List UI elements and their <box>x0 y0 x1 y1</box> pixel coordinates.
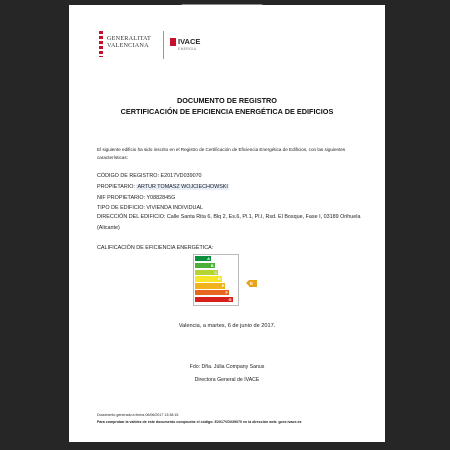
energy-bar-b <box>195 263 215 268</box>
owner-nif: NIF PROPIETARIO: Y0882845G <box>97 195 176 201</box>
energy-bar-letter: G <box>228 296 232 302</box>
energy-bar-d <box>195 276 222 281</box>
owner-field <box>97 184 367 190</box>
building-address: DIRECCIÓN DEL EDIFICIO: Calle Santa Rita 6, Blq 2, Es.6, Pl.1, Pl.I, Rsd. El Bosque, Fase I, 03189 Orihuela (Alicante) <box>97 214 361 231</box>
document-title: DOCUMENTO DE REGISTRO <box>176 96 277 105</box>
energy-scale <box>195 256 235 304</box>
owner-label: PROPIETARIO: <box>97 184 137 190</box>
logo-divider <box>163 31 164 59</box>
energy-bar-letter: C <box>214 269 218 275</box>
registration-code: CÓDIGO DE REGISTRO: E2017VD039070 <box>97 173 202 179</box>
ivace-mark-icon <box>170 38 176 46</box>
ivace-logo <box>170 35 210 57</box>
ivace-logo-text: IVACE <box>178 37 201 46</box>
senyera-icon <box>99 31 103 57</box>
ivace-logo-subtext: ENERGIA <box>178 47 197 51</box>
intro-paragraph: El siguiente edificio ha sido inscrito en el Registro de Certificación de Eficiencia Energética de Edificios, con las siguientes características: <box>97 147 346 160</box>
energy-bar-letter: D <box>217 276 221 282</box>
gva-logo-text <box>107 35 151 49</box>
generalitat-valenciana-logo <box>99 29 157 63</box>
energy-bar-letter: E <box>221 283 225 289</box>
rating-letter: E <box>250 281 254 286</box>
rating-label: CALIFICACIÓN DE EFICIENCIA ENERGÉTICA: <box>97 245 214 251</box>
energy-bar-g <box>195 297 233 302</box>
gva-logo-line: VALENCIANA <box>107 42 149 49</box>
document-page <box>69 5 385 442</box>
energy-bar-a <box>195 256 211 261</box>
energy-bar-f <box>195 290 229 295</box>
energy-bar-e <box>195 283 225 288</box>
energy-bar-letter: A <box>207 256 210 261</box>
energy-rating-marker <box>246 280 257 287</box>
issue-date: Valencia, a martes, 6 de junio de 2017. <box>178 323 276 329</box>
energy-bar-c <box>195 270 218 275</box>
document-subtitle: CERTIFICACIÓN DE EFICIENCIA ENERGÉTICA DE EDIFICIOS <box>120 107 334 116</box>
verification-note: Para comprobar la validez de este documento compruebe el código: E2017VD039070 en la dirección web: gcee.ivace.es <box>97 420 302 424</box>
building-type: TIPO DE EDIFICIO: VIVIENDA INDIVIDUAL <box>97 205 204 211</box>
energy-bar-letter: B <box>210 262 214 268</box>
signatory-title: Directora General de IVACE <box>194 377 260 383</box>
owner-name: ARTUR TOMASZ WOJCIECHOWSKI <box>137 184 228 190</box>
gva-logo-line: GENERALITAT <box>107 35 151 42</box>
generation-timestamp: Documento generado a fecha 06/06/2017 13:38:15 <box>97 413 179 417</box>
energy-bar-letter: F <box>225 290 228 295</box>
signatory-name: Fdo: Dña. Júlia Company Sanus <box>189 364 265 370</box>
